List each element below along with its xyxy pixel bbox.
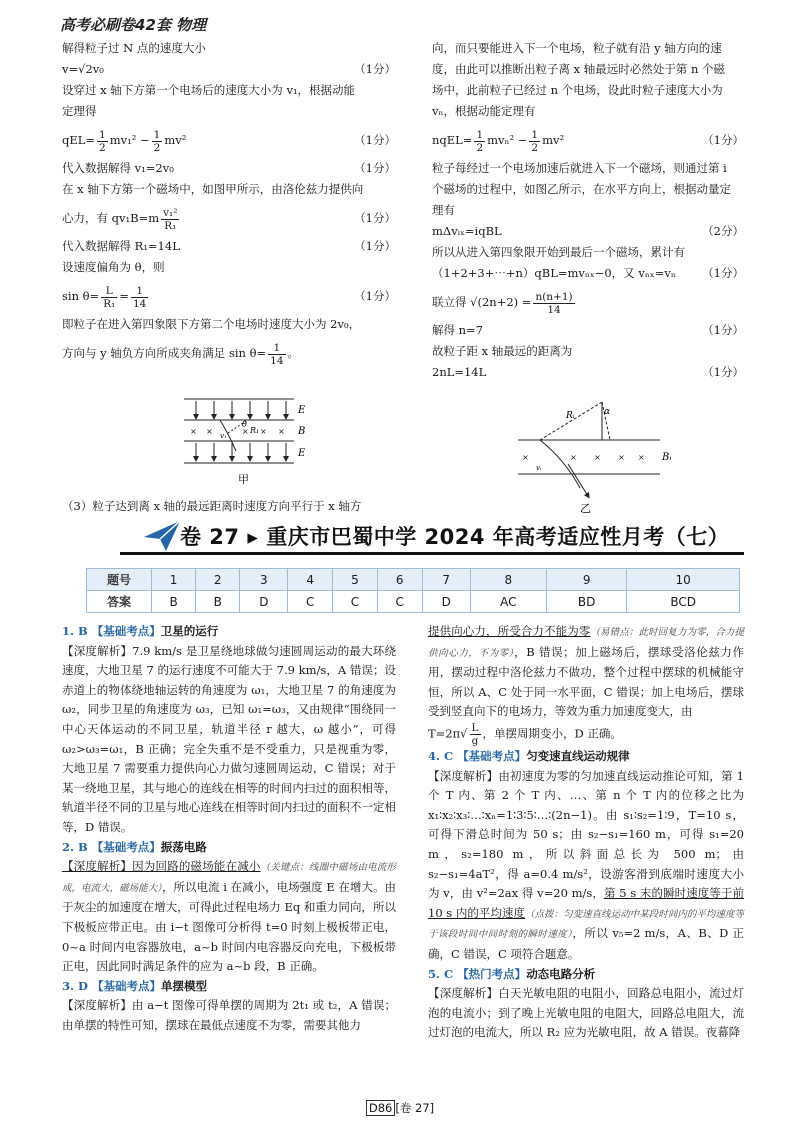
equation-sin: sin θ= $\frac{L}{\text{R₁}}$ = $\frac{1}{14}$ （1分） bbox=[62, 284, 396, 310]
question-number: 7 bbox=[422, 569, 470, 591]
text-line: 即粒子在进入第四象限下方第二个电场时速度大小为 2v₀， bbox=[62, 317, 361, 331]
equation-direction: 方向与 y 轴负方向所成夹角满足 sin θ= $\frac{1}{14}$ 。 bbox=[62, 341, 300, 367]
answer-cell: C bbox=[377, 591, 422, 613]
answer-cell: C bbox=[288, 591, 333, 613]
label-Ri: Rᵢ bbox=[566, 411, 575, 421]
text-line: 故粒子距 x 轴最远的距离为 bbox=[432, 344, 573, 358]
svg-text:×: × bbox=[570, 453, 577, 462]
text-line: 设速度偏角为 θ，则 bbox=[62, 260, 165, 274]
text-line: 向，而只要能进入下一个电场，粒子就有沿 y 轴方向的速 bbox=[432, 41, 722, 55]
answer-cell: D bbox=[422, 591, 470, 613]
text-line: 度，由此可以推断出粒子离 x 轴最远时必然处于第 n 个磁 bbox=[432, 62, 726, 76]
answer-label: 答案 bbox=[87, 591, 152, 613]
score: （1分） bbox=[702, 365, 744, 379]
label-B: B bbox=[298, 426, 306, 437]
text-line: （3）粒子达到离 x 轴的最远距离时速度方向平行于 x 轴方 bbox=[62, 499, 362, 513]
running-header: 高考必刷卷42套 物理 bbox=[60, 16, 207, 34]
score: （1分） bbox=[354, 239, 396, 253]
label-E2: E bbox=[298, 448, 306, 459]
svg-text:×: × bbox=[618, 453, 625, 462]
score: （1分） bbox=[354, 161, 396, 175]
question-number: 6 bbox=[377, 569, 422, 591]
question-number: 5 bbox=[333, 569, 378, 591]
answer-cell: D bbox=[240, 591, 288, 613]
paper-plane-icon bbox=[142, 519, 182, 553]
caption-jia: 甲 bbox=[238, 473, 249, 486]
text-line: 个磁场的过程中，如图乙所示，在水平方向上，根据动量定 bbox=[432, 182, 731, 196]
answer-row bbox=[87, 591, 740, 613]
q1: 1. B 【基础考点】卫星的运行 【深度解析】7.9 km/s 是卫星绕地球做匀速圆周运动的最大环绕速度，大地卫星 7 的运行速度不可能大于 7.9 km/s，A 错误；设赤道上的物体绕地轴运转的角速度为 ω₁，大地卫星 7 的角速度为 ω₂，同步卫星的角速度为 ω₃，已知 ω₁=ω₃，又由规律“围绕同一中心天体运动的不同卫星，轨道半径 r 越大，ω 越小”，可得 ω₂>ω₃=ω₁，B 正确；完全失重不是不受重力，只是视重为零，大地卫星 7 需要重力提供向心力做匀速圆周运动，C 错误；对于某一绕地卫星，其与地心的连线在相等的时间内扫过的面积相等，轨道半径不同的卫星与地心连线在相等时间内扫过的面积不一定相等，D 错误。 bbox=[62, 624, 396, 834]
text-line: 设穿过 x 轴下方第一个电场后的速度大小为 v₁，根据动能 bbox=[62, 83, 356, 97]
text-line: 2nL=14L （1分） bbox=[432, 362, 744, 383]
answer-cell: B bbox=[152, 591, 196, 613]
text-line: 解得 n=7 （1分） bbox=[432, 320, 744, 341]
text-line: （1+2+3+⋯+n）qBL=mvₙₓ−0，又 vₙₓ=vₙ （1分） bbox=[432, 263, 744, 284]
answer-cell: BD bbox=[546, 591, 626, 613]
score: （1分） bbox=[354, 62, 396, 76]
answer-cell: AC bbox=[470, 591, 546, 613]
question-number: 8 bbox=[470, 569, 546, 591]
svg-text:×: × bbox=[594, 453, 601, 462]
text-line: 理有 bbox=[432, 203, 455, 217]
text-line: 场中，此前粒子已经过 n 个电场，设此时粒子速度大小为 bbox=[432, 83, 723, 97]
label-R1: R₁ bbox=[250, 426, 260, 435]
question-row bbox=[87, 569, 740, 591]
svg-text:×: × bbox=[638, 453, 645, 462]
text-line: mΔvᵢₓ=iqBL （2分） bbox=[432, 221, 744, 242]
label-E: E bbox=[298, 405, 306, 416]
left-column bbox=[62, 38, 396, 371]
text-line: vₙ，根据动能定理有 bbox=[432, 104, 536, 118]
question-label: 题号 bbox=[87, 569, 152, 591]
section-banner bbox=[60, 519, 744, 555]
text-line: 粒子每经过一个电场加速后就进入下一个磁场，则通过第 i bbox=[432, 161, 727, 175]
label-v1: v₁ bbox=[220, 432, 227, 440]
text-line: 解得粒子过 N 点的速度大小 bbox=[62, 41, 206, 55]
banner-underline bbox=[120, 552, 744, 555]
svg-text:×: × bbox=[522, 453, 529, 462]
equation-nqEL: nqEL= $\frac{1}{2}$ mvₙ² − $\frac{1}{2}$ mv² （1分） bbox=[432, 128, 744, 154]
svg-text:×: × bbox=[260, 427, 267, 436]
text-line: 所以从进入第四象限开始到最后一个磁场，累计有 bbox=[432, 245, 685, 259]
score: （1分） bbox=[702, 323, 744, 337]
svg-text:×: × bbox=[190, 427, 197, 436]
q3: 3. D 【基础考点】单摆模型 【深度解析】由 a−t 图像可得单摆的周期为 2t₁ 或 t₂，A 错误；由单摆的特性可知，摆球在最低点速度不为零，需要其他力 bbox=[62, 978, 396, 1032]
text-line: 代入数据解得 v₁=2v₀ （1分） bbox=[62, 158, 396, 179]
caption-yi: 乙 bbox=[580, 502, 591, 515]
svg-text:×: × bbox=[278, 427, 285, 436]
q4: 4. C 【基础考点】匀变速直线运动规律 【深度解析】由初速度为零的匀加速直线运动推论可知，第 1 个 T 内、第 2 个 T 内、…、第 n 个 T 内的位移之比为 x₁∶x₂∶x₃∶…∶xₙ=1∶3∶5∶…∶(2n−1)。由 s₁∶s₂=1∶9，T=10 s，可得下滑总时间为 50 s；由 s₂−s₁=160 m，可得 s₁=20 m，s₂=180 m，所以斜面总长为 500 m；由 s₂−s₁=4aT²，得 a=0.4 m/s²，设游客滑到底端时速度大小为 v，由 v²=2ax 得 v=20 m/s，第 5 s 末的瞬时速度等于前 10 s 内的平均速度（点拨：匀变速直线运动中某段时间内的平均速度等于该段时间中间时刻的瞬时速度），所以 v₅=2 m/s，A、B、D 正确，C 错误，C 项符合题意。 bbox=[428, 748, 744, 961]
score: （2分） bbox=[702, 224, 744, 238]
figure-jia bbox=[176, 393, 316, 487]
equation-join: 联立得 √(2n+2) = $\frac{n(n+1)}{14}$ bbox=[432, 290, 573, 316]
label-theta: θ bbox=[242, 420, 247, 429]
svg-text:×: × bbox=[206, 427, 213, 436]
label-vi: vᵢ bbox=[536, 464, 542, 472]
question-number: 4 bbox=[288, 569, 333, 591]
answer-cell: BCD bbox=[627, 591, 740, 613]
answer-table bbox=[86, 568, 740, 613]
right-column bbox=[432, 38, 744, 383]
figure-yi bbox=[510, 398, 680, 516]
score: （1分） bbox=[702, 266, 744, 280]
solutions-right bbox=[428, 622, 744, 1043]
equation-qEL: qEL= $\frac{1}{2}$ mv₁² − $\frac{1}{2}$ mv² （1分） bbox=[62, 128, 396, 154]
q2: 2. B 【基础考点】振荡电路 【深度解析】因为回路的磁场能在减小（关键点：线圈中磁场由电流形成，电流大，磁场能大），所以电流 i 在减小，电场强度 E 在增大。由于灰尘的加速度在增大，可得此过程电场力 Eq 和重力同向，所以下极板应带正电。由 i−t 图像可分析得 t=0 时刻上极板带正电，0~a 时间内电容器放电，a~b 时间内电容器反向充电，下极板带正电，因此同时满足条件的应为 a~b 段，B 正确。 bbox=[62, 839, 396, 974]
question-number: 3 bbox=[240, 569, 288, 591]
svg-text:×: × bbox=[242, 427, 249, 436]
question-number: 10 bbox=[627, 569, 740, 591]
label-Bi: Bᵢ bbox=[662, 452, 672, 463]
equation-lorentz: 心力，有 qv₁B=m $\frac{\text{v₁²}}{\text{R₁}}$ （1分） bbox=[62, 206, 396, 232]
q5: 5. C 【热门考点】动态电路分析 【深度解析】白天光敏电阻的电阻小，回路总电阻小，流过灯泡的电流小；到了晚上光敏电阻的电阻大，回路总电阻大，流过灯泡的电流大，所以 R₂ 应为光敏电阻，故 A 错误。夜幕降 bbox=[428, 966, 744, 1040]
label-alpha: α bbox=[604, 407, 611, 417]
text-line: 代入数据解得 R₁=14L （1分） bbox=[62, 236, 396, 257]
question-number: 1 bbox=[152, 569, 196, 591]
question-number: 2 bbox=[196, 569, 240, 591]
answer-cell: C bbox=[333, 591, 378, 613]
text-line: 定理得 bbox=[62, 104, 97, 118]
answer-cell: B bbox=[196, 591, 240, 613]
section-title: 卷 27 ▸ 重庆市巴蜀中学 2024 年高考适应性月考（七） bbox=[180, 525, 730, 549]
question-number: 9 bbox=[546, 569, 626, 591]
text-line: 在 x 轴下方第一个磁场中，如图甲所示，由洛伦兹力提供向 bbox=[62, 182, 364, 196]
text-line: v=√2v₀ （1分） bbox=[62, 59, 396, 80]
page-footer: D86 [卷 27] bbox=[0, 1100, 800, 1116]
solutions-left bbox=[62, 622, 396, 1035]
q3-cont: 提供向心力，所受合力不能为零（易错点：此时回复力为零，合力提供向心力，不为零），B 错误；加上磁场后，摆球受洛伦兹力作用，摆动过程中洛伦兹力不做功，整个过程中摆球的机械能守恒，所以 A、C 处于同一水平面，C 错误；加上电场后，摆球受到竖直向下的电场力，等效为重力加速度变大，由 T=2π√ $\frac{L}{g}$ ，单摆周期变小，D 正确。 bbox=[428, 624, 744, 747]
